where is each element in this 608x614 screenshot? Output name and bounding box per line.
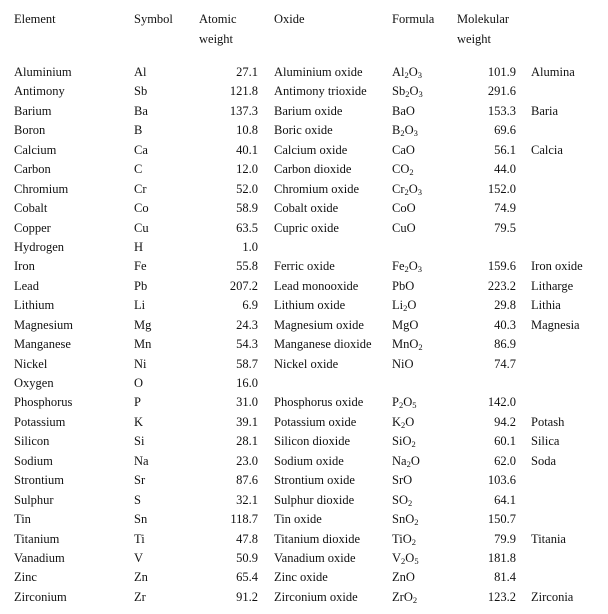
molecular-weight-cell: 40.3 bbox=[494, 317, 516, 332]
table-row bbox=[0, 393, 608, 412]
element-cell: Tin bbox=[14, 512, 31, 527]
header-formula: Formula bbox=[392, 12, 435, 26]
formula-cell: BaO bbox=[392, 103, 415, 118]
atomic-weight-cell: 27.1 bbox=[236, 65, 258, 79]
atomic-weight-cell: 87.6 bbox=[236, 473, 258, 488]
symbol-cell: O bbox=[134, 376, 144, 390]
table-row bbox=[0, 199, 608, 218]
molecular-weight-cell: 81.4 bbox=[494, 570, 516, 585]
atomic-weight-cell: 207.2 bbox=[229, 278, 258, 293]
symbol-cell: Ni bbox=[134, 356, 147, 371]
table-header bbox=[0, 9, 608, 59]
oxide-cell: Sulphur dioxide bbox=[274, 492, 355, 507]
element-cell: Magnesium bbox=[14, 317, 74, 332]
atomic-weight-cell: 65.4 bbox=[236, 570, 258, 585]
symbol-cell: S bbox=[134, 492, 141, 507]
oxide-cell: Strontium oxide bbox=[274, 473, 355, 488]
symbol-cell: Fe bbox=[134, 259, 147, 274]
symbol-cell: Cr bbox=[134, 181, 147, 196]
atomic-weight-cell: 40.1 bbox=[236, 142, 258, 157]
atomic-weight-cell: 52.0 bbox=[236, 181, 258, 196]
molecular-weight-cell: 86.9 bbox=[494, 337, 516, 352]
symbol-cell: Ba bbox=[134, 103, 148, 118]
molecular-weight-cell: 69.6 bbox=[494, 123, 516, 138]
header-atomic-weight: Atomic weight bbox=[199, 12, 237, 46]
formula-cell: $Li_2O$ bbox=[392, 298, 417, 314]
table-row bbox=[0, 296, 608, 315]
oxide-cell: Calcium oxide bbox=[274, 142, 348, 157]
formula-cell: SnO$_2$ bbox=[392, 512, 419, 528]
oxide-cell: Ferric oxide bbox=[274, 259, 335, 274]
element-cell: Silicon bbox=[14, 434, 50, 449]
formula-cell: SiO$_2$ bbox=[392, 434, 416, 450]
atomic-weight-cell: 31.0 bbox=[236, 395, 258, 410]
atomic-weight-cell: 50.9 bbox=[236, 550, 258, 565]
oxide-cell: Antimony trioxide bbox=[274, 84, 367, 99]
table-row bbox=[0, 432, 608, 451]
symbol-cell: B bbox=[134, 123, 143, 138]
symbol-cell: Co bbox=[134, 201, 149, 216]
oxide-cell: Potassium oxide bbox=[274, 414, 357, 429]
common-name-cell: Calcia bbox=[531, 142, 563, 157]
formula-cell: CuO bbox=[392, 220, 416, 235]
formula-cell: $Cr_2O_3$ bbox=[392, 181, 423, 197]
common-name-cell: Zirconia bbox=[531, 589, 574, 604]
formula-cell: $Na_2O$ bbox=[392, 453, 420, 469]
common-name-cell: Baria bbox=[531, 103, 559, 118]
common-name-cell: Soda bbox=[531, 453, 556, 468]
symbol-cell: Si bbox=[134, 434, 145, 449]
element-cell: Aluminium bbox=[14, 65, 72, 79]
symbol-cell: K bbox=[134, 414, 144, 429]
common-name-cell: Alumina bbox=[531, 65, 575, 79]
molecular-weight-cell: 123.2 bbox=[487, 589, 516, 604]
molecular-weight-cell: 60.1 bbox=[494, 434, 516, 449]
common-name-cell: Titania bbox=[531, 531, 566, 546]
table-row bbox=[0, 219, 608, 238]
element-cell: Boron bbox=[14, 123, 46, 138]
table-row bbox=[0, 316, 608, 335]
element-cell: Nickel bbox=[14, 356, 48, 371]
formula-cell: TiO$_2$ bbox=[392, 531, 416, 547]
table-row bbox=[0, 180, 608, 199]
table-body bbox=[0, 63, 608, 607]
table-row bbox=[0, 491, 608, 510]
element-cell: Phosphorus bbox=[14, 395, 73, 410]
oxide-cell: Nickel oxide bbox=[274, 356, 339, 371]
oxide-cell: Titanium dioxide bbox=[274, 531, 361, 546]
atomic-weight-cell: 32.1 bbox=[236, 492, 258, 507]
table-row bbox=[0, 238, 608, 257]
molecular-weight-cell: 56.1 bbox=[494, 142, 516, 157]
symbol-cell: Mn bbox=[134, 337, 152, 352]
oxide-cell: Zirconium oxide bbox=[274, 589, 358, 604]
oxide-cell: Cobalt oxide bbox=[274, 201, 339, 216]
oxide-cell: Vanadium oxide bbox=[274, 550, 356, 565]
molecular-weight-cell: 79.5 bbox=[494, 220, 516, 235]
table-row bbox=[0, 141, 608, 160]
atomic-weight-cell: 55.8 bbox=[236, 259, 258, 274]
formula-cell: $K_2O$ bbox=[392, 414, 415, 430]
table-row bbox=[0, 549, 608, 568]
molecular-weight-cell: 94.2 bbox=[494, 414, 516, 429]
table-row bbox=[0, 530, 608, 549]
formula-cell: $CO_2$ bbox=[392, 162, 414, 178]
table-row bbox=[0, 452, 608, 471]
formula-cell: CaO bbox=[392, 142, 415, 157]
molecular-weight-cell: 291.6 bbox=[487, 84, 516, 99]
formula-cell: $V_2O_5$ bbox=[392, 550, 419, 566]
molecular-weight-cell: 29.8 bbox=[494, 298, 516, 313]
atomic-weight-cell: 54.3 bbox=[236, 337, 258, 352]
molecular-weight-cell: 44.0 bbox=[494, 162, 516, 177]
atomic-weight-cell: 137.3 bbox=[229, 103, 258, 118]
symbol-cell: P bbox=[134, 395, 141, 410]
common-name-cell: Lithia bbox=[531, 298, 561, 313]
table-row bbox=[0, 277, 608, 296]
header-symbol: Symbol bbox=[134, 12, 173, 26]
symbol-cell: Mg bbox=[134, 317, 152, 332]
formula-cell: $Fe_2O_3$ bbox=[392, 259, 423, 275]
symbol-cell: Cu bbox=[134, 220, 149, 235]
formula-cell: CoO bbox=[392, 201, 416, 216]
molecular-weight-cell: 101.9 bbox=[487, 65, 516, 79]
atomic-weight-cell: 6.9 bbox=[242, 298, 258, 313]
oxide-cell: Manganese dioxide bbox=[274, 337, 372, 352]
table-row bbox=[0, 63, 608, 82]
common-name-cell: Silica bbox=[531, 434, 560, 449]
formula-cell: MgO bbox=[392, 317, 419, 332]
element-cell: Hydrogen bbox=[14, 239, 64, 254]
molecular-weight-cell: 153.3 bbox=[487, 103, 516, 118]
oxide-cell: Lead monooxide bbox=[274, 278, 359, 293]
atomic-weight-cell: 58.9 bbox=[236, 201, 258, 216]
oxide-cell: Cupric oxide bbox=[274, 220, 339, 235]
element-cell: Zirconium bbox=[14, 589, 67, 604]
element-cell: Lithium bbox=[14, 298, 55, 313]
element-cell: Antimony bbox=[14, 84, 65, 99]
table-row bbox=[0, 568, 608, 587]
element-cell: Lead bbox=[14, 278, 39, 293]
molecular-weight-cell: 64.1 bbox=[494, 492, 516, 507]
table-row bbox=[0, 355, 608, 374]
molecular-weight-cell: 142.0 bbox=[487, 395, 516, 410]
symbol-cell: Ti bbox=[134, 531, 145, 546]
atomic-weight-cell: 16.0 bbox=[236, 376, 258, 390]
table-row bbox=[0, 588, 608, 607]
symbol-cell: Al bbox=[134, 65, 147, 79]
element-cell: Copper bbox=[14, 220, 51, 235]
atomic-weight-cell: 39.1 bbox=[236, 414, 258, 429]
atomic-weight-cell: 47.8 bbox=[236, 531, 258, 546]
atomic-weight-cell: 24.3 bbox=[236, 317, 258, 332]
molecular-weight-cell: 62.0 bbox=[494, 453, 516, 468]
formula-cell: NiO bbox=[392, 356, 414, 371]
formula-cell: MnO$_2$ bbox=[392, 337, 423, 353]
element-cell: Barium bbox=[14, 103, 52, 118]
molecular-weight-cell: 159.6 bbox=[487, 259, 516, 274]
element-cell: Strontium bbox=[14, 473, 65, 488]
symbol-cell: Zn bbox=[134, 570, 148, 585]
table-row bbox=[0, 335, 608, 354]
oxide-cell: Magnesium oxide bbox=[274, 317, 364, 332]
common-name-cell: Litharge bbox=[531, 278, 574, 293]
molecular-weight-cell: 79.9 bbox=[494, 531, 516, 546]
table-row bbox=[0, 374, 608, 393]
symbol-cell: Zr bbox=[134, 589, 146, 604]
table-row bbox=[0, 82, 608, 101]
element-cell: Vanadium bbox=[14, 550, 65, 565]
element-cell: Titanium bbox=[14, 531, 60, 546]
molecular-weight-cell: 150.7 bbox=[487, 512, 516, 527]
formula-cell: ZrO$_2$ bbox=[392, 589, 418, 605]
table-row bbox=[0, 510, 608, 529]
element-cell: Manganese bbox=[14, 337, 71, 352]
symbol-cell: Sb bbox=[134, 84, 148, 99]
oxide-cell: Phosphorus oxide bbox=[274, 395, 364, 410]
element-cell: Chromium bbox=[14, 181, 69, 196]
formula-cell: PbO bbox=[392, 278, 415, 293]
atomic-weight-cell: 12.0 bbox=[236, 162, 258, 177]
table-row bbox=[0, 413, 608, 432]
element-cell: Sulphur bbox=[14, 492, 54, 507]
oxide-cell: Barium oxide bbox=[274, 103, 343, 118]
table-row bbox=[0, 471, 608, 490]
table-row bbox=[0, 102, 608, 121]
atomic-weight-cell: 10.8 bbox=[236, 123, 258, 138]
formula-cell: $Sb_2O_3$ bbox=[392, 84, 423, 100]
symbol-cell: H bbox=[134, 239, 144, 254]
header-element: Element bbox=[14, 12, 56, 26]
element-cell: Iron bbox=[14, 259, 35, 274]
symbol-cell: Na bbox=[134, 453, 149, 468]
oxide-cell: Silicon dioxide bbox=[274, 434, 351, 449]
oxide-cell: Zinc oxide bbox=[274, 570, 328, 585]
molecular-weight-cell: 181.8 bbox=[487, 550, 516, 565]
symbol-cell: Li bbox=[134, 298, 146, 313]
molecular-weight-cell: 74.9 bbox=[494, 201, 516, 216]
element-cell: Oxygen bbox=[14, 376, 54, 390]
oxide-cell: Boric oxide bbox=[274, 123, 333, 138]
element-cell: Potassium bbox=[14, 414, 66, 429]
formula-cell: SrO bbox=[392, 473, 413, 488]
atomic-weight-cell: 28.1 bbox=[236, 434, 258, 449]
table-row bbox=[0, 257, 608, 276]
element-cell: Zinc bbox=[14, 570, 37, 585]
molecular-weight-cell: 223.2 bbox=[487, 278, 516, 293]
table-row bbox=[0, 121, 608, 140]
molecular-weight-cell: 152.0 bbox=[487, 181, 516, 196]
atomic-weight-cell: 91.2 bbox=[236, 589, 258, 604]
symbol-cell: Ca bbox=[134, 142, 148, 157]
symbol-cell: V bbox=[134, 550, 144, 565]
formula-cell: $B_2O_3$ bbox=[392, 123, 418, 139]
symbol-cell: C bbox=[134, 162, 143, 177]
oxide-cell: Carbon dioxide bbox=[274, 162, 352, 177]
formula-cell: ZnO bbox=[392, 570, 415, 585]
oxide-cell: Tin oxide bbox=[274, 512, 322, 527]
atomic-weight-cell: 118.7 bbox=[230, 512, 258, 527]
molecular-weight-cell: 103.6 bbox=[487, 473, 516, 488]
header-molecular-weight: Molekular weight bbox=[457, 12, 510, 46]
symbol-cell: Sr bbox=[134, 473, 146, 488]
element-cell: Cobalt bbox=[14, 201, 48, 216]
element-cell: Sodium bbox=[14, 453, 53, 468]
oxide-cell: Lithium oxide bbox=[274, 298, 346, 313]
formula-cell: $P_2O_5$ bbox=[392, 395, 417, 411]
molecular-weight-cell: 74.7 bbox=[494, 356, 516, 371]
element-cell: Carbon bbox=[14, 162, 51, 177]
header-oxide: Oxide bbox=[274, 12, 305, 26]
common-name-cell: Potash bbox=[531, 414, 565, 429]
oxide-cell: Chromium oxide bbox=[274, 181, 360, 196]
formula-cell: $Al_2O_3$ bbox=[392, 65, 423, 80]
atomic-weight-cell: 23.0 bbox=[236, 453, 258, 468]
atomic-weight-cell: 121.8 bbox=[229, 84, 258, 99]
common-name-cell: Iron oxide bbox=[531, 259, 583, 274]
symbol-cell: Sn bbox=[134, 512, 148, 527]
common-name-cell: Magnesia bbox=[531, 317, 580, 332]
table-row bbox=[0, 160, 608, 179]
atomic-weight-cell: 1.0 bbox=[242, 239, 258, 254]
atomic-weight-cell: 58.7 bbox=[236, 356, 258, 371]
symbol-cell: Pb bbox=[134, 278, 148, 293]
oxide-cell: Sodium oxide bbox=[274, 453, 344, 468]
element-cell: Calcium bbox=[14, 142, 57, 157]
formula-cell: $SO_2$ bbox=[392, 492, 413, 508]
oxide-cell: Aluminium oxide bbox=[274, 65, 363, 79]
atomic-weight-cell: 63.5 bbox=[236, 220, 258, 235]
